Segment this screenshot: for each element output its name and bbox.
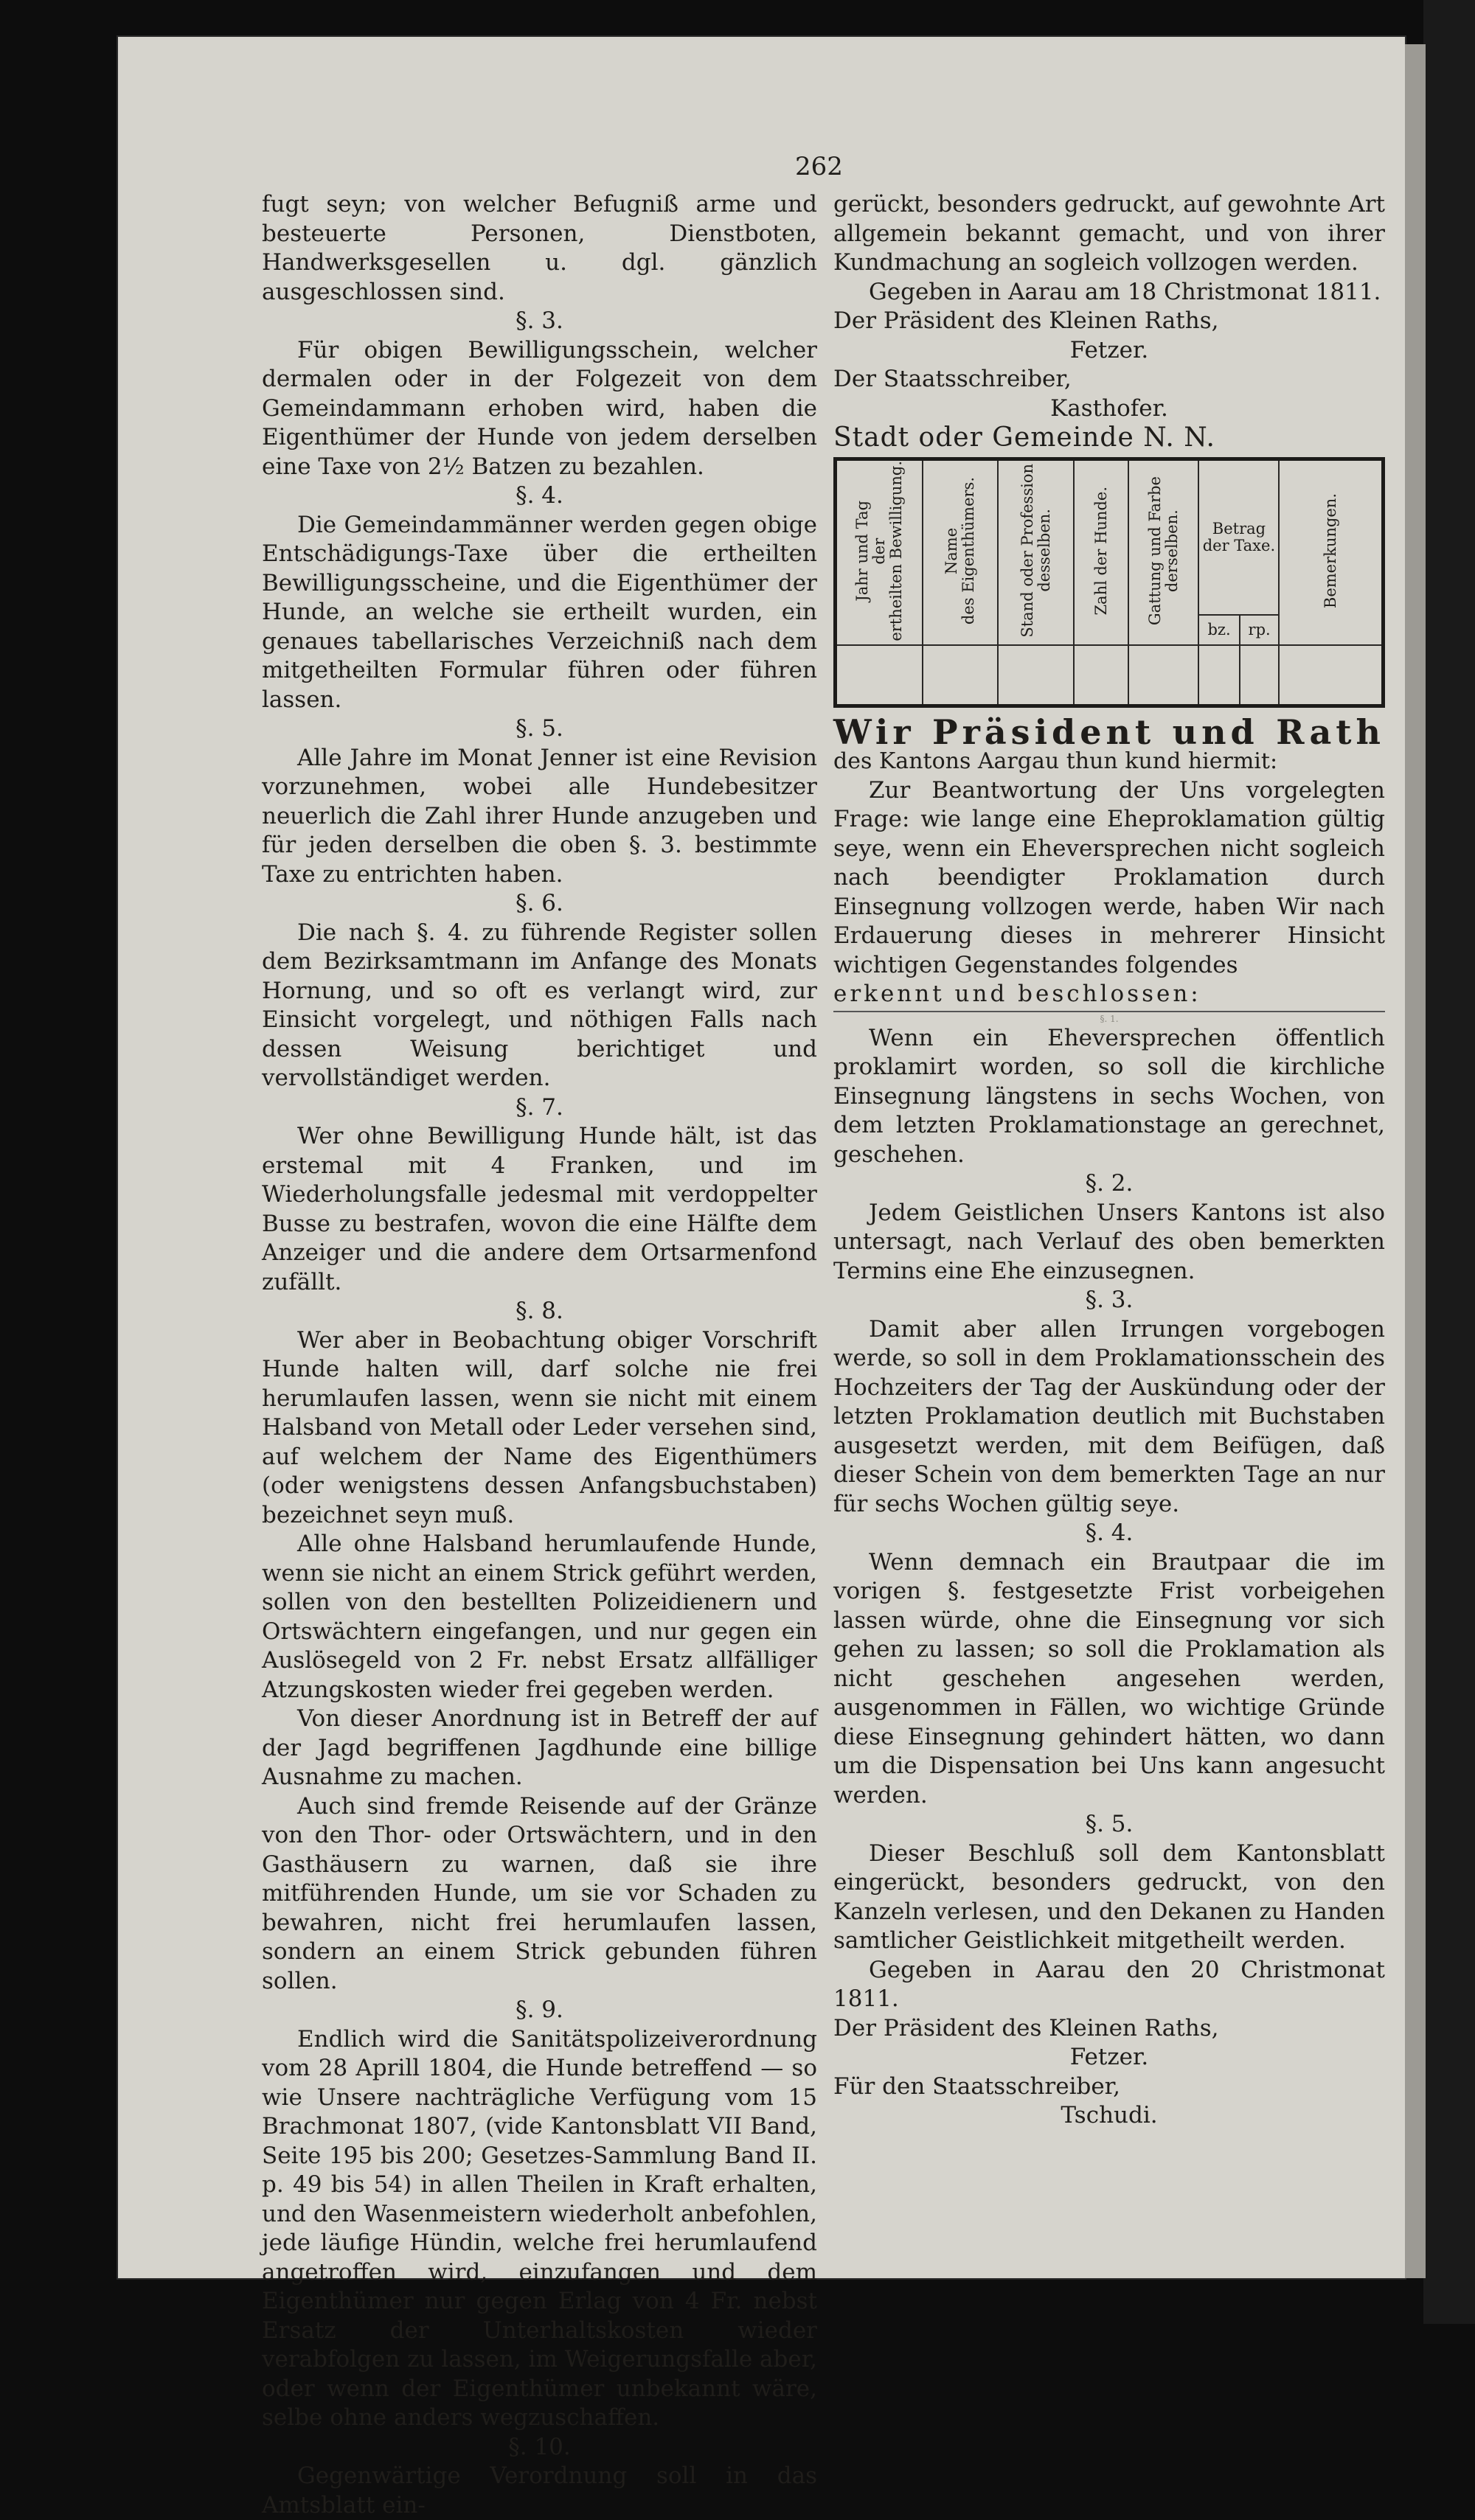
section-mark: §. 9. xyxy=(516,1997,563,2023)
signature-title: Der Staatsschreiber, xyxy=(833,366,1072,392)
paragraph: Zur Beantwortung der Uns vorgelegten Frage: wie lange eine Eheproklamation gültig seye, wenn ein Eheversprechen nicht sogleich nach beendigter Proklamation durch Einsegnung vollzogen werde, haben Wir nach Erdauerung dieses in mehrerer Hinsicht wichtigen Gegenstandes folgendes xyxy=(833,776,1385,978)
table-header: Stand oder Profession desselben. xyxy=(1018,464,1053,638)
signature-name: Fetzer. xyxy=(1069,2044,1149,2071)
table-cell xyxy=(1128,645,1198,706)
signature-title: Der Präsident des Kleinen Raths, xyxy=(833,307,1219,334)
register-table xyxy=(833,457,1385,708)
paragraph: fugt seyn; von welcher Befugniß arme und besteuerte Personen, Dienstboten, Handwerksgesellen u. dgl. gänzlich ausgeschlossen sind. xyxy=(262,191,817,305)
paragraph: Wenn ein Eheversprechen öffentlich proklamirt worden, so soll die kirchliche Einsegnung längstens in sechs Wochen, von dem letzten Proklamationstage an gerechnet, geschehen. xyxy=(833,1024,1385,1168)
section-mark: §. 5. xyxy=(516,715,563,742)
table-row xyxy=(836,645,1384,706)
section-mark: §. 6. xyxy=(516,890,563,916)
table-cell xyxy=(1198,645,1239,706)
section-mark: §. 4. xyxy=(516,482,563,509)
table-subheader: bz. xyxy=(1198,615,1239,645)
resolution-line: erkennt und beschlossen: xyxy=(833,981,1201,1008)
table-header: Jahr und Tag der ertheilten Bewilligung. xyxy=(853,460,905,641)
paragraph: Damit aber allen Irrungen vorgebogen werde, so soll in dem Proklamationsschein des Hochzeiters der Tag der Auskündung oder der letzten Proklamation deutlich mit Buchstaben ausgesetzt werden, mit dem Beifügen, daß dieser Schein von dem bemerkten Tage an nur für sechs Wochen gültig seye. xyxy=(833,1315,1385,1517)
table-cell xyxy=(1240,645,1280,706)
table-title: Stadt oder Gemeinde N. N. xyxy=(833,422,1215,453)
section-mark: §. 7. xyxy=(516,1093,563,1121)
section-mark: §. 3. xyxy=(516,307,563,334)
paragraph: Auch sind fremde Reisende auf der Gränze von den Thor- oder Ortswächtern, und in den Gasthäusern zu warnen, daß sie ihre mitführenden Hunde, um sie vor Schaden zu bewahren, nicht frei herumlaufen lassen, sondern an einem Strick gebunden führen sollen. xyxy=(262,1792,817,1994)
scan-background-right xyxy=(1423,0,1475,2324)
table-cell xyxy=(1279,645,1383,706)
paragraph: Alle ohne Halsband herumlaufende Hunde, wenn sie nicht an einem Strick geführt werden, sollen von den bestellten Polizeidienern und Ortswächtern eingefangen, und nur gegen ein Auslösegeld von 2 Fr. nebst Ersatz allfälliger Atzungskosten wieder frei gegeben werden. xyxy=(262,1531,817,1703)
date-line: Gegeben in Aarau den 20 Christmonat 1811. xyxy=(833,1956,1385,2013)
section-mark: §. 10. xyxy=(508,2433,571,2460)
table-subheader: rp. xyxy=(1240,615,1280,645)
paragraph: Wer aber in Beobachtung obiger Vorschrift Hunde halten will, darf solche nie frei herumlaufen lassen, wenn sie nicht mit einem Halsband von Metall oder Leder versehen sind, auf welchem der Name des Eigenthümers (oder wenigstens dessen Anfangsbuchstaben) bezeichnet seyn muß. xyxy=(262,1326,817,1528)
paragraph: Gegenwärtige Verordnung soll in das Amtsblatt ein- xyxy=(262,2462,817,2519)
table-header: Zahl der Hunde. xyxy=(1092,486,1110,616)
section-mark: §. 2. xyxy=(1085,1170,1134,1197)
right-column xyxy=(833,190,1385,2131)
table-cell xyxy=(1074,645,1128,706)
left-column xyxy=(262,190,817,2520)
signature-name: Fetzer. xyxy=(1069,336,1149,363)
paragraph: Von dieser Anordnung ist in Betreff der auf der Jagd begriffenen Jagdhunde eine billige Ausnahme zu machen. xyxy=(262,1705,817,1790)
decree-subheading: des Kantons Aargau thun kund hiermit: xyxy=(833,748,1278,775)
signature-title: Für den Staatsschreiber, xyxy=(833,2072,1120,2100)
table-cell xyxy=(998,645,1074,706)
paragraph: Dieser Beschluß soll dem Kantonsblatt eingerückt, besonders gedruckt, von den Kanzeln verlesen, und den Dekanen zu Handen samtlicher Geistlichkeit mitgetheilt werden. xyxy=(833,1839,1385,1955)
table-header: Bemerkungen. xyxy=(1321,492,1339,608)
section-mark: §. 8. xyxy=(516,1298,563,1324)
paragraph: Für obigen Bewilligungsschein, welcher dermalen oder in der Folgezeit von dem Gemeindammann erhoben wird, haben die Eigenthümer der Hunde von jedem derselben eine Taxe von 2½ Batzen zu bezahlen. xyxy=(262,336,817,480)
next-page-edge xyxy=(1405,44,1426,2278)
section-mark: §. 4. xyxy=(1085,1520,1134,1547)
paragraph: Wenn demnach ein Brautpaar die im vorigen §. festgesetzte Frist vorbeigehen lassen würde, ohne die Einsegnung vor sich gehen zu lassen; so soll die Proklamation als nicht geschehen angesehen werden, ausgenommen in Fällen, wo wichtige Gründe diese Einsegnung gehindert hätten, wo dann um die Dispensation bei Uns kann angesucht werden. xyxy=(833,1548,1385,1809)
date-line: Gegeben in Aarau am 18 Christmonat 1811. xyxy=(869,278,1381,305)
table-header: Betrag der Taxe. xyxy=(1198,459,1279,615)
paragraph: Die Gemeindammänner werden gegen obige Entschädigungs-Taxe über die ertheilten Bewilligungsscheine, und die Eigenthümer der Hunde, an welche sie ertheilt wurden, ein genaues tabellarisches Verzeichniß nach dem mitgetheilten Formular führen oder führen lassen. xyxy=(262,511,817,713)
fold-line xyxy=(833,1011,1385,1012)
section-mark: §. 3. xyxy=(1085,1287,1134,1314)
section-mark: §. 1. xyxy=(1100,1013,1119,1024)
paragraph: Alle Jahre im Monat Jenner ist eine Revision vorzunehmen, wobei alle Hundebesitzer neuerlich die Zahl ihrer Hunde anzugeben und für jeden derselben die oben §. 3. bestimmte Taxe zu entrichten haben. xyxy=(262,744,817,888)
decree-heading: Wir Präsident und Rath xyxy=(833,711,1385,752)
page-number: 262 xyxy=(795,152,843,181)
table-header: Gattung und Farbe derselben. xyxy=(1145,476,1181,625)
paragraph: Jedem Geistlichen Unsers Kantons ist also untersagt, nach Verlauf des oben bemerkten Termins eine Ehe einzusegnen. xyxy=(833,1199,1385,1284)
paragraph: Endlich wird die Sanitätspolizeiverordnung vom 28 Aprill 1804, die Hunde betreffend — so wie Unsere nachträgliche Verfügung vom 15 Brachmonat 1807, (vide Kantonsblatt VII Band, Seite 195 bis 200; Gesetzes-Sammlung Band II. p. 49 bis 54) in allen Theilen in Kraft erhalten, und den Wasenmeistern wiederholt anbefohlen, jede läufige Hündin, welche frei herumlaufend angetroffen wird, einzufangen und dem Eigenthümer nur gegen Erlag von 4 Fr. nebst Ersatz der Unterhaltskosten wieder verabfolgen zu lassen, im Weigerungsfalle aber, oder wenn der Eigenthümer unbekannt wäre, selbe ohne anders wegzuschaffen. xyxy=(262,2025,817,2431)
section-mark: §. 5. xyxy=(1085,1811,1134,1838)
table-cell xyxy=(836,645,923,706)
signature-name: Kasthofer. xyxy=(1050,394,1168,422)
signature-title: Der Präsident des Kleinen Raths, xyxy=(833,2014,1219,2042)
table-header: Name des Eigenthümers. xyxy=(942,476,977,624)
table-cell xyxy=(923,645,998,706)
signature-name: Tschudi. xyxy=(1061,2102,1158,2129)
paragraph: Die nach §. 4. zu führende Register sollen dem Bezirksamtmann im Anfange des Monats Hornung, und so oft es verlangt wird, zur Einsicht vorgelegt, und nöthigen Falls nach dessen Weisung berichtiget und vervollständiget werden. xyxy=(262,919,817,1091)
paragraph: Wer ohne Bewilligung Hunde hält, ist das erstemal mit 4 Franken, und im Wiederholungsfalle jedesmal mit verdoppelter Busse zu bestrafen, wovon die eine Hälfte dem Anzeiger und die andere dem Ortsarmenfond zufällt. xyxy=(262,1123,817,1295)
paragraph: gerückt, besonders gedruckt, auf gewohnte Art allgemein bekannt gemacht, und von ihrer Kundmachung an sogleich vollzogen werden. xyxy=(833,191,1385,276)
